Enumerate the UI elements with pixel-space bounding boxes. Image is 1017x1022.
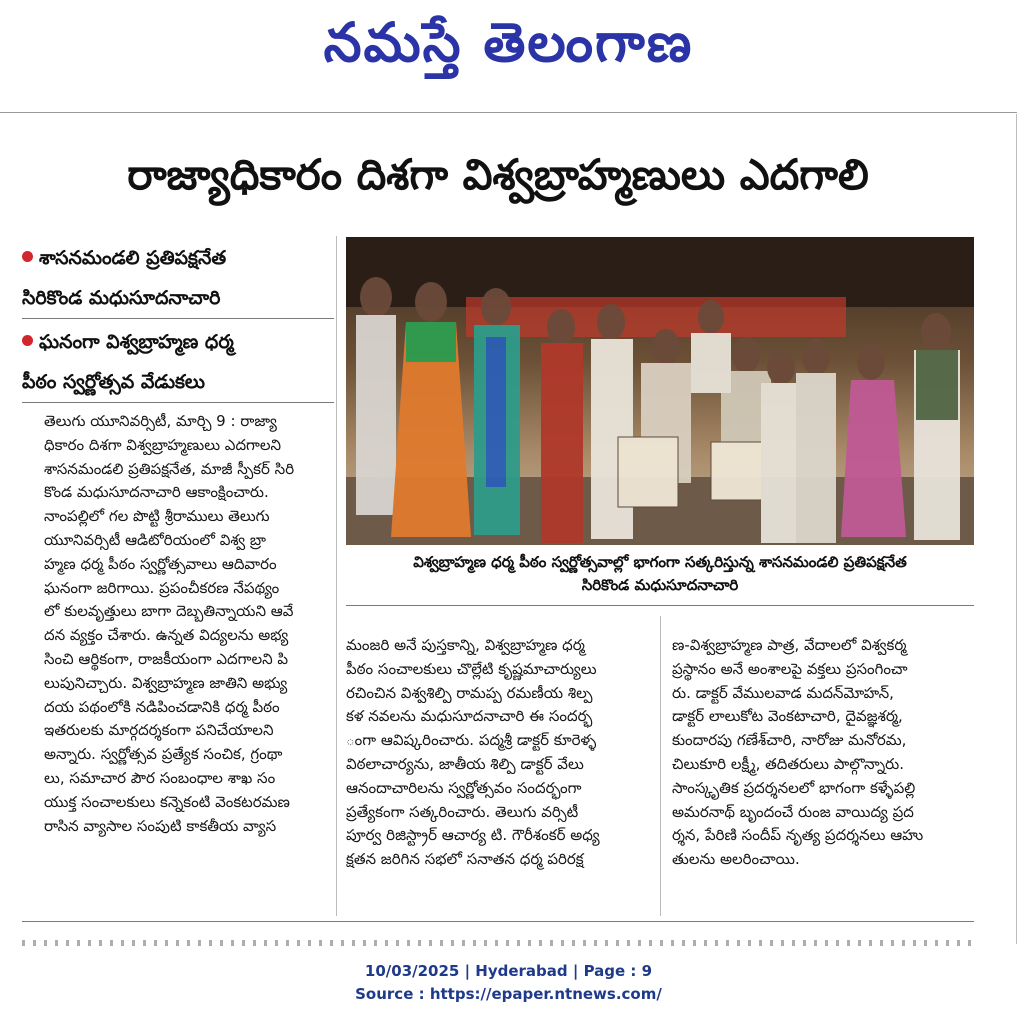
subhead-1-line1: శాసనమండలి ప్రతిపక్షనేత: [39, 247, 227, 269]
text-line: రచించిన విశ్వశిల్పి రామప్ప రమణీయ శిల్ప: [346, 683, 593, 702]
subhead-divider: [22, 318, 334, 319]
text-line: హ్మణ ధర్మ పీఠం స్వర్ణోత్సవాలు ఆదివారం: [44, 554, 277, 573]
article-column-3: [672, 634, 974, 872]
text-line: పూర్వ రిజిస్ట్రార్ ఆచార్య టి. గౌరీశంకర్ అధ్య: [346, 826, 600, 845]
bullet-icon: [22, 251, 33, 262]
text-line: కళ నవలను మధుసూదనాచారి ఈ సందర్భ: [346, 707, 593, 726]
text-line: ఇతరులకు మార్గదర్శకంగా పనిచేయాలని: [44, 721, 274, 740]
event-photo: [346, 237, 974, 545]
masthead-divider: [0, 112, 1017, 113]
text-line: మంజరి అనే పుస్తకాన్ని, విశ్వబ్రాహ్మణ ధర్మ: [346, 636, 585, 654]
text-line: దన వ్యక్తం చేశారు. ఉన్నత విద్యలను అభ్య: [44, 626, 289, 645]
subhead-2-line2: పీఠం స్వర్ణోత్సవ వేడుకలు: [22, 371, 205, 393]
article-headline: రాజ్యాధికారం దిశగా విశ్వబ్రాహ్మణులు ఎదగాలి: [127, 150, 869, 199]
text-line: ఘనంగా జరిగాయి. ప్రపంచీకరణ నేపథ్యం: [44, 578, 280, 597]
photo-illustration: [346, 237, 974, 545]
text-line: లు, సమాచార పౌర సంబంధాల శాఖ సం: [44, 768, 276, 787]
footer-date-line: 10/03/2025 | Hyderabad | Page : 9: [364, 962, 653, 980]
text-line: విఠలాచార్యను, జాతీయ శిల్పి డాక్టర్ వేలు: [346, 754, 584, 773]
column-divider: [336, 236, 337, 916]
text-line: నాంపల్లిలో గల పొట్టి శ్రీరాములు తెలుగు: [44, 507, 270, 526]
text-line: లుపునిచ్చారు. విశ్వబ్రాహ్మణ జాతిని అభ్యు: [44, 673, 288, 692]
subhead-1: [22, 244, 332, 312]
subhead-1-line2: సిరికొండ మధుసూదనాచారి: [22, 287, 221, 309]
newspaper-logo: నమస్తే తెలంగాణ: [323, 10, 694, 74]
caption-line-2: సిరికొండ మధుసూదనాచారి: [581, 576, 739, 594]
text-line: లో కులవృత్తులు బాగా దెబ్బతిన్నాయని ఆవే: [44, 602, 294, 621]
text-line: ధికారం దిశగా విశ్వబ్రాహ్మణులు ఎదగాలని: [44, 435, 282, 454]
text-line: అమరనాథ్ బృందంచే రుంజ వాయిద్య ప్రద: [672, 802, 914, 821]
bullet-icon: [22, 335, 33, 346]
text-line: ప్రత్యేకంగా సత్కరించారు. తెలుగు వర్సిటీ: [346, 802, 579, 821]
text-line: రు. డాక్టర్ వేములవాడ మదన్‌మోహన్,: [672, 683, 894, 702]
text-line: దయ పథంలోకి నడిపించడానికి ధర్మ పీఠం: [44, 697, 280, 716]
text-line: క్షతన జరిగిన సభలో సనాతన ధర్మ పరిరక్ష: [346, 850, 584, 869]
text-line: తులను అలరించాయి.: [672, 850, 800, 869]
article-column-1: [44, 410, 326, 838]
subhead-divider: [22, 402, 334, 403]
text-line: కుందారపు గణేశ్‌చారి, నారోజు మనోరమ,: [672, 731, 907, 750]
article-column-2: [346, 634, 648, 872]
text-line: యుక్త సంచాలకులు కన్నెకంటి వెంకటరమణ: [44, 792, 290, 811]
text-line: ర్శన, పేరిణి సందీప్ నృత్య ప్రదర్శనలు ఆహు: [672, 826, 924, 845]
text-line: చిలుకూరి లక్ష్మీ, తదితరులు పాల్గొన్నారు.: [672, 754, 904, 773]
text-line: అన్నారు. స్వర్ణోత్సవ ప్రత్యేక సంచిక, గ్రంథా: [44, 745, 283, 764]
masthead: [0, 0, 1017, 112]
text-line: తెలుగు యూనివర్సిటీ, మార్చి 9 : రాజ్యా: [44, 412, 277, 430]
text-line: పీఠం సంచాలకులు చొల్లేటి కృష్ణమాచార్యులు: [346, 659, 597, 678]
text-line: ంగా ఆవిష్కరించారు. పద్మశ్రీ డాక్టర్ కూరెళ్ళ: [346, 731, 597, 750]
photo-caption: [346, 551, 974, 597]
text-line: డాక్టర్ లాలుకోట వెంకటాచారి, దైవజ్ఞశర్మ,: [672, 707, 903, 726]
footer-source-line: Source : https://epaper.ntnews.com/: [355, 985, 662, 1003]
text-line: కొండ మధుసూదనాచారి ఆకాంక్షించారు.: [44, 483, 269, 502]
text-line: ప్రస్థానం అనే అంశాలపై వక్తలు ప్రసంగించా: [672, 659, 908, 678]
text-line: రాసిన వ్యాసాల సంపుటి కాకతీయ వ్యాస: [44, 816, 277, 835]
caption-divider: [346, 605, 974, 606]
text-line: యూనివర్సిటీ ఆడిటోరియంలో విశ్వ బ్రా: [44, 530, 266, 549]
cropped-next-article: [22, 940, 974, 946]
subhead-2: [22, 328, 332, 396]
caption-line-1: విశ్వబ్రాహ్మణ ధర్మ పీఠం స్వర్ణోత్సవాల్లో భాగంగా సత్కరిస్తున్న శాసనమండలి ప్రతిపక్షనేత: [413, 553, 907, 571]
subhead-2-line1: ఘనంగా విశ్వబ్రాహ్మణ ధర్మ: [39, 331, 234, 353]
text-line: ణ-విశ్వబ్రాహ్మణ పాత్ర, వేదాలలో విశ్వకర్మ: [672, 636, 907, 654]
column-divider: [660, 616, 661, 916]
bottom-divider: [22, 921, 974, 922]
text-line: శాసనమండలి ప్రతిపక్షనేత, మాజీ స్పీకర్ సిరి: [44, 459, 295, 478]
text-line: సించి ఆర్థికంగా, రాజకీయంగా ఎదగాలని పి: [44, 649, 289, 668]
text-line: సాంస్కృతిక ప్రదర్శనలలో భాగంగా కళ్ళేపల్లి: [672, 778, 916, 797]
text-line: ఆనందాచారిలను స్వర్ణోత్సవం సందర్భంగా: [346, 778, 582, 797]
